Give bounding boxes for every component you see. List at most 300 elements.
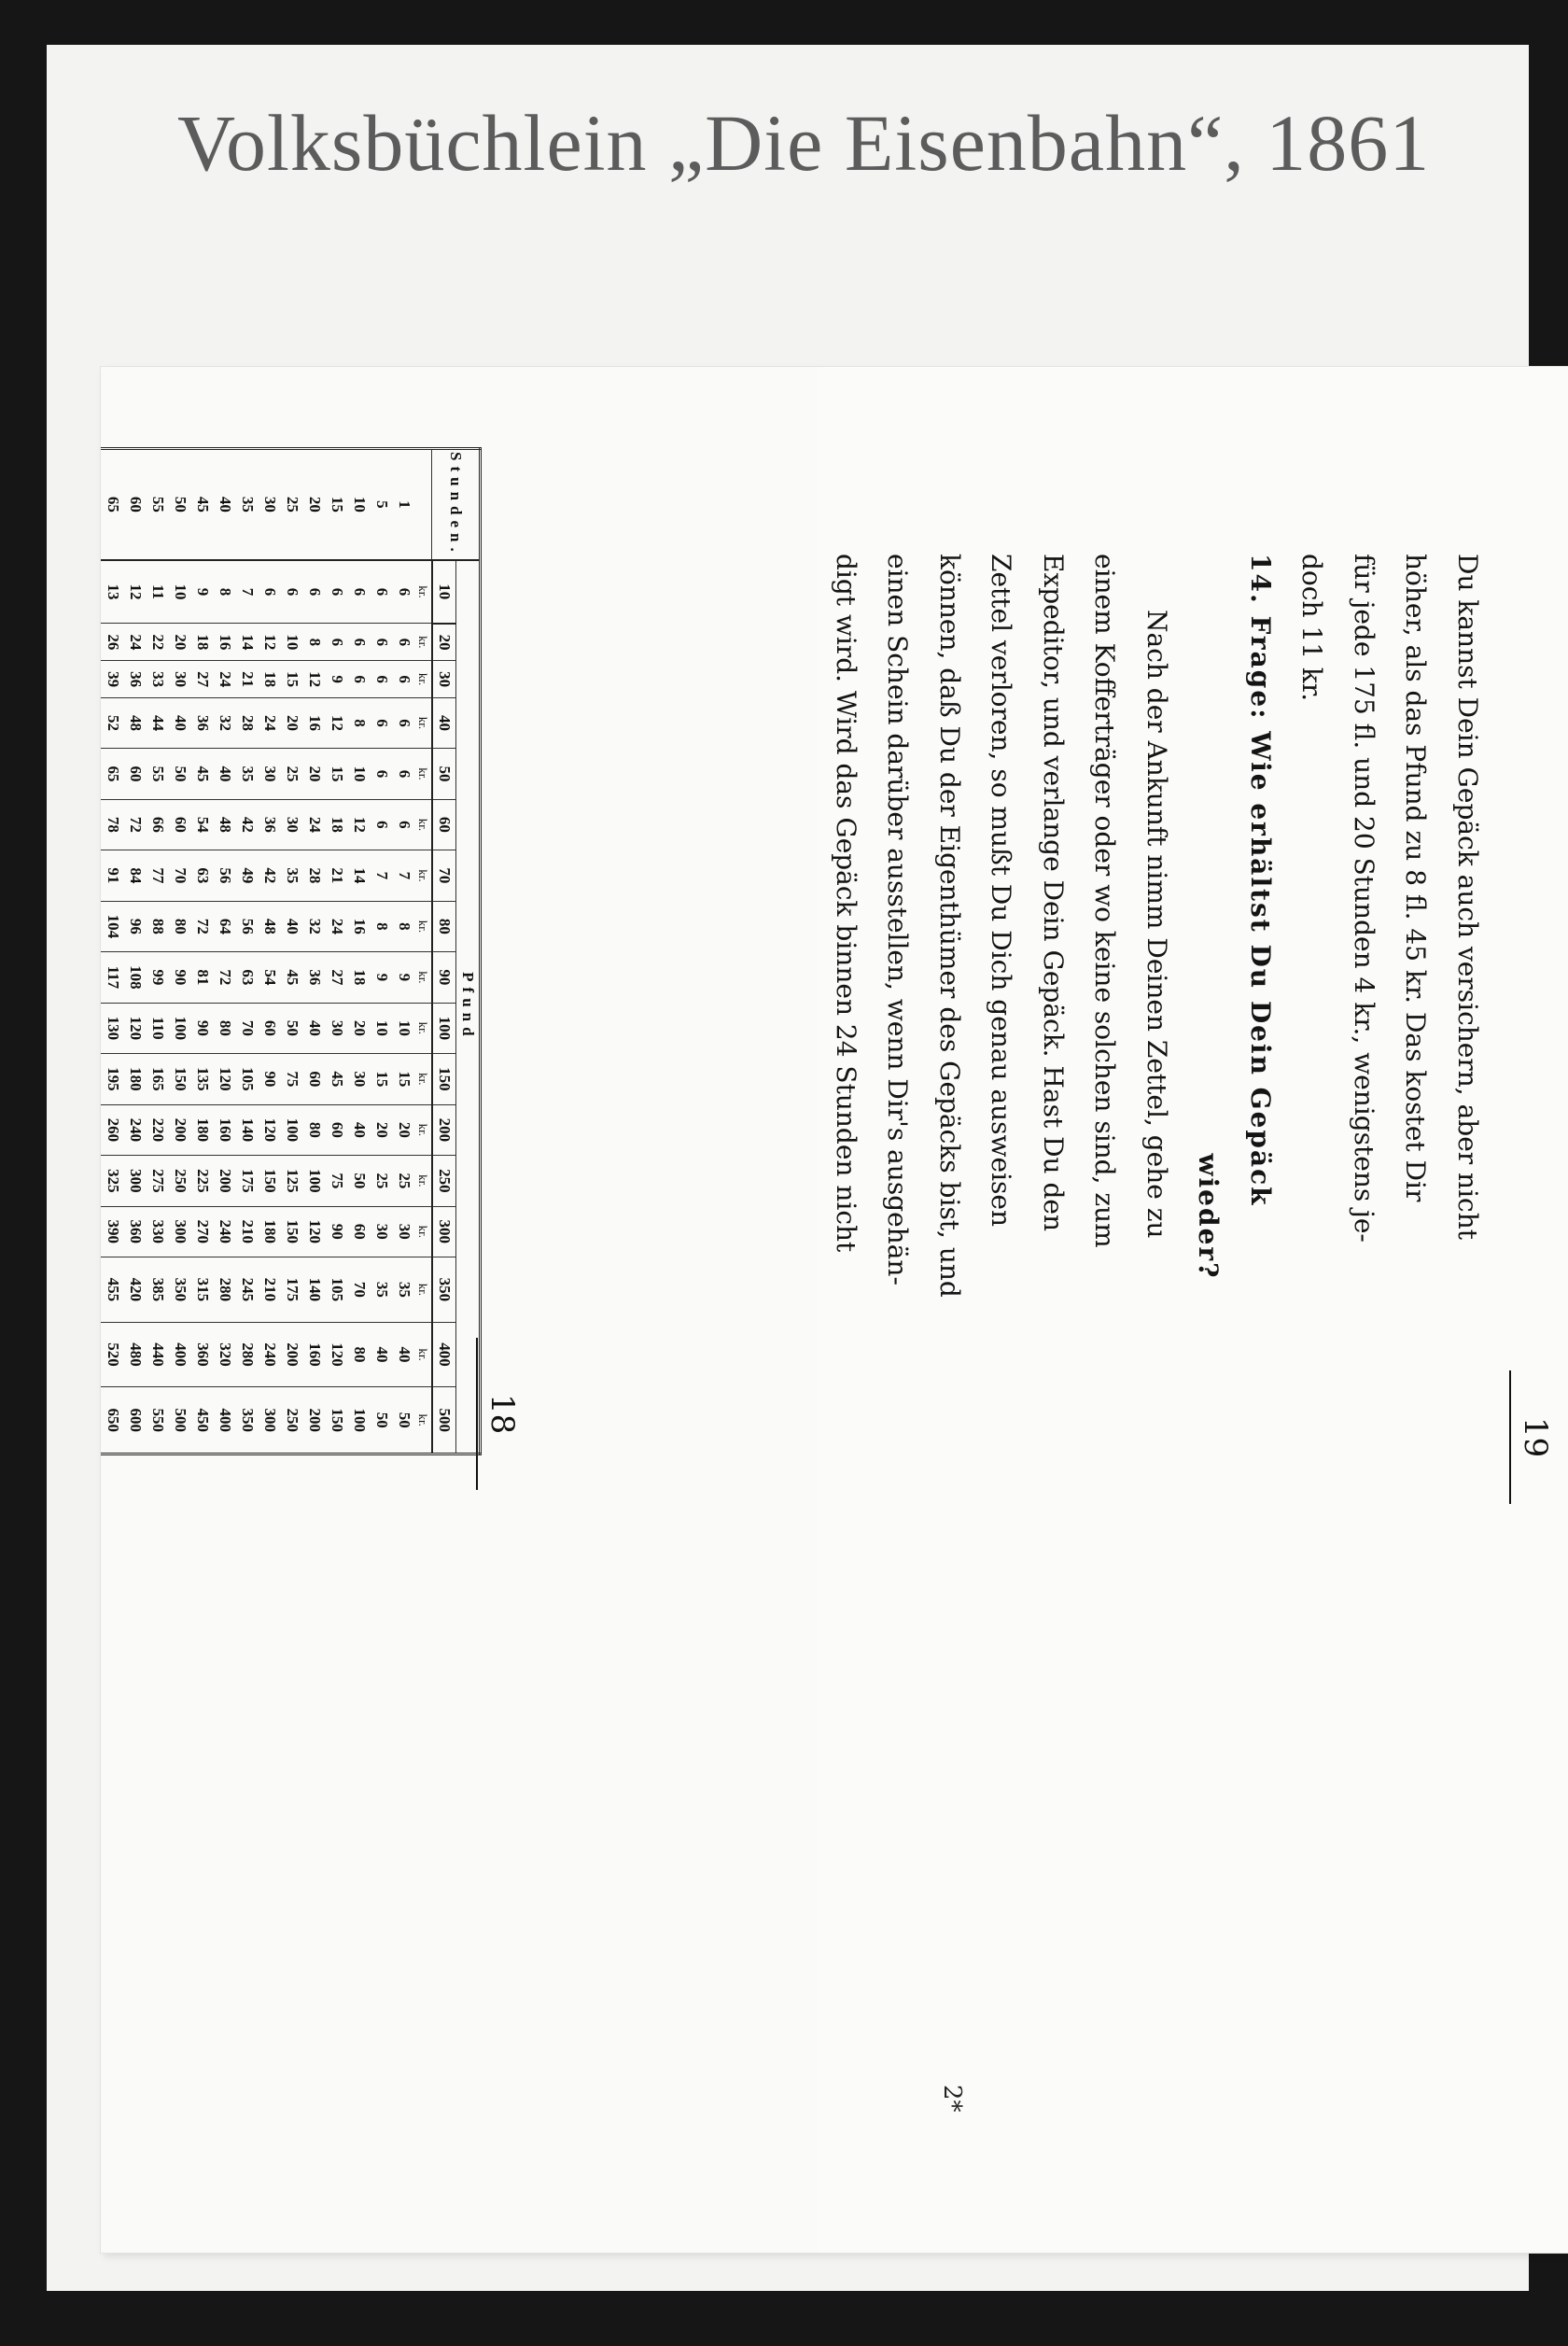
left-page-number: 18 [476, 1338, 521, 1490]
text-line: können, daß Du der Eigenthümer des Gepäcks bist, und [934, 554, 965, 1298]
fee-cell: 20 [281, 697, 303, 748]
fee-cell: 54 [259, 952, 281, 1003]
fee-cell: 24 [259, 697, 281, 748]
fee-cell: 28 [236, 697, 259, 748]
fee-cell: 108 [124, 952, 147, 1003]
fee-cell: 40 [393, 1322, 415, 1387]
table-row [236, 449, 259, 1454]
fee-cell: 6 [348, 624, 371, 661]
fee-cell: 275 [147, 1156, 169, 1206]
fee-cell: 280 [236, 1322, 259, 1387]
fee-cell [101, 1257, 102, 1323]
fee-cell: 90 [326, 1206, 348, 1257]
fee-cell: 440 [147, 1322, 169, 1387]
right-page-number: 19 [1509, 1370, 1554, 1504]
fee-cell: 6 [371, 749, 393, 799]
fee-cell: 6 [371, 624, 393, 661]
fee-cell: 100 [303, 1156, 326, 1206]
fee-cell: 12 [124, 560, 147, 624]
fee-cell: 10 [371, 1003, 393, 1053]
fee-cell: 24 [214, 661, 236, 697]
fee-cell: 320 [214, 1322, 236, 1387]
fee-cell: 36 [259, 799, 281, 850]
weight-column-header: 30 [432, 661, 456, 697]
fee-cell: 130 [102, 1003, 124, 1053]
hours-cell: 1 [393, 449, 415, 560]
hours-cell: 10 [348, 449, 371, 560]
unit-label: kr. [415, 1257, 432, 1323]
weight-column-header: 40 [432, 697, 456, 748]
row-header-label: Stunden. [432, 449, 481, 560]
book-spread [101, 367, 1568, 2253]
weight-column-header: 50 [432, 749, 456, 799]
fee-cell: 245 [236, 1257, 259, 1323]
text-line: Nach der Ankunft nimm Deinen Zettel, gehe zu [1141, 610, 1172, 1239]
text-line: digt wird. Wird das Gepäck binnen 24 Stunden nicht [831, 554, 861, 1253]
fee-cell: 150 [281, 1206, 303, 1257]
fee-cell: 44 [147, 697, 169, 748]
fee-cell: 16 [348, 901, 371, 951]
fee-cell: 6 [371, 560, 393, 624]
text-line: Zettel verloren, so mußt Du Dich genau ausweisen [986, 554, 1017, 1228]
fee-cell: 30 [169, 661, 191, 697]
fee-cell: 8 [348, 697, 371, 748]
fee-cell: 72 [191, 901, 214, 951]
fee-cell: 80 [303, 1104, 326, 1155]
fee-cell: 6 [348, 661, 371, 697]
fee-cell: 30 [326, 1003, 348, 1053]
weight-column-header: 10 [432, 560, 456, 624]
fee-cell: 33 [147, 661, 169, 697]
table-row [371, 449, 393, 1454]
fee-cell: 12 [326, 697, 348, 748]
fee-cell: 6 [303, 560, 326, 624]
fee-cell: 110 [147, 1003, 169, 1053]
fee-cell: 105 [236, 1054, 259, 1104]
fee-cell: 315 [191, 1257, 214, 1323]
fee-cell: 64 [214, 901, 236, 951]
fee-cell: 7 [393, 850, 415, 901]
unit-label: kr. [415, 697, 432, 748]
fee-cell: 300 [124, 1156, 147, 1206]
table-row [303, 449, 326, 1454]
fee-cell: 20 [348, 1003, 371, 1053]
fee-cell [101, 1104, 102, 1155]
fee-cell: 350 [169, 1257, 191, 1323]
fee-cell: 21 [326, 850, 348, 901]
fee-cell: 200 [281, 1322, 303, 1387]
fee-cell: 175 [281, 1257, 303, 1323]
right-page [818, 367, 1568, 2253]
fee-cell: 9 [326, 661, 348, 697]
group-header: Pfund [456, 560, 481, 1454]
fee-cell: 15 [371, 1054, 393, 1104]
fee-cell: 90 [169, 952, 191, 1003]
fee-cell: 160 [303, 1322, 326, 1387]
weight-column-header: 90 [432, 952, 456, 1003]
fee-cell: 180 [259, 1206, 281, 1257]
fee-cell: 8 [371, 901, 393, 951]
fee-cell: 6 [393, 624, 415, 661]
fee-cell: 20 [303, 749, 326, 799]
fee-cell: 135 [191, 1054, 214, 1104]
fee-cell: 50 [281, 1003, 303, 1053]
hours-cell: 35 [236, 449, 259, 560]
fee-cell: 455 [102, 1257, 124, 1323]
text-line: für jede 175 fl. und 20 Stunden 4 kr., wenigstens je- [1349, 554, 1379, 1243]
fee-cell: 16 [303, 697, 326, 748]
fee-cell: 91 [102, 850, 124, 901]
fee-cell: 48 [214, 799, 236, 850]
fee-cell: 24 [303, 799, 326, 850]
fee-cell: 13 [102, 560, 124, 624]
fee-cell: 99 [147, 952, 169, 1003]
fee-cell: 104 [102, 901, 124, 951]
fee-cell: 18 [259, 661, 281, 697]
table-row [326, 449, 348, 1454]
fee-cell: 56 [214, 850, 236, 901]
fee-cell: 18 [326, 799, 348, 850]
weight-column-header: 300 [432, 1206, 456, 1257]
fee-cell: 600 [124, 1387, 147, 1454]
fee-cell: 40 [169, 697, 191, 748]
question-14-heading: 14. Frage: Wie erhältst Du Dein Gepäck [1245, 554, 1276, 1207]
fee-cell: 70 [348, 1257, 371, 1323]
fee-cell: 27 [326, 952, 348, 1003]
fee-cell: 8 [303, 624, 326, 661]
fee-cell: 165 [147, 1054, 169, 1104]
fee-cell: 120 [214, 1054, 236, 1104]
table-row [102, 449, 124, 1454]
hours-cell: 30 [259, 449, 281, 560]
unit-label: kr. [415, 749, 432, 799]
rate-table-body [101, 449, 432, 1454]
fee-cell: 150 [259, 1156, 281, 1206]
unit-label: kr. [415, 1322, 432, 1387]
weight-column-header: 20 [432, 624, 456, 661]
fee-cell: 450 [191, 1387, 214, 1454]
fee-cell: 60 [326, 1104, 348, 1155]
fee-cell: 22 [147, 624, 169, 661]
fee-cell: 56 [236, 901, 259, 951]
fee-cell: 18 [191, 624, 214, 661]
fee-cell: 14 [236, 624, 259, 661]
fee-cell: 9 [191, 560, 214, 624]
fee-cell: 180 [124, 1054, 147, 1104]
fee-cell: 15 [281, 661, 303, 697]
unit-label: kr. [415, 1156, 432, 1206]
fee-cell: 80 [214, 1003, 236, 1053]
fee-cell: 400 [214, 1387, 236, 1454]
fee-cell: 48 [259, 901, 281, 951]
fee-cell: 40 [371, 1322, 393, 1387]
fee-cell: 120 [124, 1003, 147, 1053]
fee-cell: 60 [169, 799, 191, 850]
fee-cell: 52 [102, 697, 124, 748]
fee-cell: 117 [102, 952, 124, 1003]
weight-column-header: 250 [432, 1156, 456, 1206]
hours-cell: 50 [169, 449, 191, 560]
signature-mark: 2* [938, 2085, 966, 2113]
text-line: einem Kofferträger oder wo keine solchen sind, zum [1089, 554, 1121, 1248]
fee-cell: 78 [102, 799, 124, 850]
fee-cell: 45 [191, 749, 214, 799]
hours-cell: 60 [124, 449, 147, 560]
weight-column-header: 60 [432, 799, 456, 850]
fee-cell: 40 [281, 901, 303, 951]
unit-row-spacer [415, 449, 432, 560]
fee-cell: 81 [191, 952, 214, 1003]
table-row [214, 449, 236, 1454]
fee-cell: 6 [393, 661, 415, 697]
fee-cell: 45 [281, 952, 303, 1003]
fee-cell: 6 [326, 624, 348, 661]
fee-cell: 66 [147, 799, 169, 850]
fee-cell: 225 [191, 1156, 214, 1206]
fee-cell: 350 [236, 1387, 259, 1454]
fee-cell: 360 [124, 1206, 147, 1257]
fee-cell: 195 [102, 1054, 124, 1104]
unit-label: kr. [415, 560, 432, 624]
fee-cell: 140 [303, 1257, 326, 1323]
table-row [393, 449, 415, 1454]
fee-cell: 20 [371, 1104, 393, 1155]
text-line: einen Schein darüber ausstellen, wenn Dir's ausgehän- [882, 554, 914, 1285]
fee-cell: 40 [214, 749, 236, 799]
unit-label: kr. [415, 1206, 432, 1257]
fee-cell: 10 [281, 624, 303, 661]
unit-label: kr. [415, 1054, 432, 1104]
fee-cell: 30 [348, 1054, 371, 1104]
fee-cell: 60 [348, 1206, 371, 1257]
fee-cell: 180 [191, 1104, 214, 1155]
hours-cell: 20 [303, 449, 326, 560]
left-page [101, 367, 819, 2253]
fee-cell: 12 [303, 661, 326, 697]
fee-cell: 35 [281, 850, 303, 901]
fee-cell: 6 [348, 560, 371, 624]
fee-cell: 63 [236, 952, 259, 1003]
fee-cell: 24 [124, 624, 147, 661]
hours-cell: 55 [147, 449, 169, 560]
fee-cell: 96 [124, 901, 147, 951]
unit-label: kr. [415, 1003, 432, 1053]
fee-cell: 60 [259, 1003, 281, 1053]
fee-cell: 7 [236, 560, 259, 624]
fee-cell [101, 749, 102, 799]
hours-cell: 5 [371, 449, 393, 560]
fee-cell: 35 [393, 1257, 415, 1323]
fee-cell: 120 [326, 1322, 348, 1387]
fee-cell: 210 [236, 1206, 259, 1257]
fee-cell [101, 1054, 102, 1104]
fee-cell: 6 [259, 560, 281, 624]
fee-cell [101, 799, 102, 850]
fee-cell: 12 [348, 799, 371, 850]
fee-cell: 240 [214, 1206, 236, 1257]
fee-cell: 480 [124, 1322, 147, 1387]
table-row [124, 449, 147, 1454]
fee-cell: 63 [191, 850, 214, 901]
hours-cell [101, 449, 102, 560]
fee-cell: 420 [124, 1257, 147, 1323]
fee-cell: 270 [191, 1206, 214, 1257]
fee-cell: 14 [348, 850, 371, 901]
text-line: höher, als das Pfund zu 8 fl. 45 kr. Das kostet Dir [1400, 554, 1432, 1202]
fee-cell: 6 [326, 560, 348, 624]
fee-cell: 84 [124, 850, 147, 901]
fee-cell: 60 [124, 749, 147, 799]
fee-cell: 6 [281, 560, 303, 624]
weight-column-header: 70 [432, 850, 456, 901]
fee-cell: 120 [303, 1206, 326, 1257]
fee-cell: 325 [102, 1156, 124, 1206]
fee-cell: 50 [371, 1387, 393, 1454]
fee-cell: 500 [169, 1387, 191, 1454]
hours-cell: 45 [191, 449, 214, 560]
fee-cell: 39 [102, 661, 124, 697]
right-page-text [818, 554, 1493, 1879]
fee-cell: 6 [371, 661, 393, 697]
fee-cell: 100 [348, 1387, 371, 1454]
fee-cell [101, 1322, 102, 1387]
fee-cell: 250 [169, 1156, 191, 1206]
table-row [147, 449, 169, 1454]
fee-cell: 210 [259, 1257, 281, 1323]
text-line: Du kannst Dein Gepäck auch versichern, aber nicht [1452, 554, 1483, 1241]
fee-cell: 20 [169, 624, 191, 661]
fee-cell: 88 [147, 901, 169, 951]
fee-cell [101, 901, 102, 951]
fee-cell: 8 [214, 560, 236, 624]
fee-cell: 10 [169, 560, 191, 624]
rate-table [101, 447, 482, 1455]
fee-cell: 15 [393, 1054, 415, 1104]
fee-cell: 9 [371, 952, 393, 1003]
unit-label: kr. [415, 901, 432, 951]
fee-cell: 15 [326, 749, 348, 799]
table-row [348, 449, 371, 1454]
fee-cell: 30 [371, 1206, 393, 1257]
fee-cell [101, 952, 102, 1003]
fee-cell: 390 [102, 1206, 124, 1257]
fee-cell: 42 [259, 850, 281, 901]
fee-cell: 10 [348, 749, 371, 799]
fee-cell: 36 [124, 661, 147, 697]
fee-cell: 54 [191, 799, 214, 850]
fee-cell: 385 [147, 1257, 169, 1323]
fee-cell: 100 [169, 1003, 191, 1053]
fee-cell: 42 [236, 799, 259, 850]
fee-cell: 80 [169, 901, 191, 951]
fee-cell: 16 [214, 624, 236, 661]
fee-cell: 400 [169, 1322, 191, 1387]
fee-cell: 175 [236, 1156, 259, 1206]
fee-cell: 25 [393, 1156, 415, 1206]
left-page-rotated-content [101, 367, 818, 2253]
fee-cell: 11 [147, 560, 169, 624]
fee-cell: 50 [348, 1156, 371, 1206]
fee-cell: 6 [393, 799, 415, 850]
weight-column-header: 100 [432, 1003, 456, 1053]
unit-label: kr. [415, 850, 432, 901]
fee-cell: 300 [169, 1206, 191, 1257]
fee-cell: 240 [124, 1104, 147, 1155]
hours-cell: 65 [102, 449, 124, 560]
fee-cell: 24 [326, 901, 348, 951]
fee-cell: 48 [124, 697, 147, 748]
fee-cell: 90 [191, 1003, 214, 1053]
fee-cell: 160 [214, 1104, 236, 1155]
table-row [191, 449, 214, 1454]
fee-cell: 18 [348, 952, 371, 1003]
fee-cell: 200 [214, 1156, 236, 1206]
fee-cell: 36 [191, 697, 214, 748]
fee-cell: 140 [236, 1104, 259, 1155]
fee-cell: 75 [281, 1054, 303, 1104]
fee-cell: 45 [326, 1054, 348, 1104]
fee-cell: 150 [169, 1054, 191, 1104]
fee-cell: 105 [326, 1257, 348, 1323]
fee-cell [101, 1387, 102, 1454]
fee-cell: 280 [214, 1257, 236, 1323]
fee-cell: 220 [147, 1104, 169, 1155]
fee-cell: 6 [393, 560, 415, 624]
unit-label: kr. [415, 661, 432, 697]
fee-cell: 30 [393, 1206, 415, 1257]
fee-cell: 50 [393, 1387, 415, 1454]
fee-cell: 25 [371, 1156, 393, 1206]
fee-cell: 26 [102, 624, 124, 661]
table-row [169, 449, 191, 1454]
weight-column-header: 500 [432, 1387, 456, 1454]
fee-cell [101, 850, 102, 901]
fee-cell: 200 [303, 1387, 326, 1454]
text-line: Expeditor, und verlange Dein Gepäck. Hast Du den [1038, 554, 1069, 1232]
fee-cell: 70 [169, 850, 191, 901]
album-page [47, 45, 1554, 2291]
hours-cell: 15 [326, 449, 348, 560]
fee-cell: 6 [371, 799, 393, 850]
fee-cell: 40 [303, 1003, 326, 1053]
fee-cell: 10 [393, 1003, 415, 1053]
fee-cell: 100 [281, 1104, 303, 1155]
fee-cell: 65 [102, 749, 124, 799]
fee-cell: 330 [147, 1206, 169, 1257]
fee-cell [101, 560, 102, 624]
fee-cell: 650 [102, 1387, 124, 1454]
unit-row [415, 449, 432, 1454]
fee-cell: 21 [236, 661, 259, 697]
unit-label: kr. [415, 952, 432, 1003]
fee-cell: 6 [393, 697, 415, 748]
fee-cell: 260 [102, 1104, 124, 1155]
page-title: Volksbüchlein „Die Eisenbahn“, 1861 [177, 98, 1431, 188]
fee-cell: 9 [393, 952, 415, 1003]
fee-cell: 520 [102, 1322, 124, 1387]
fee-cell: 55 [147, 749, 169, 799]
fee-cell: 30 [259, 749, 281, 799]
weight-column-header: 400 [432, 1322, 456, 1387]
fee-cell: 550 [147, 1387, 169, 1454]
fee-cell [101, 1156, 102, 1206]
weight-column-header: 200 [432, 1104, 456, 1155]
table-row [259, 449, 281, 1454]
text-line: doch 11 kr. [1296, 554, 1328, 702]
fee-cell: 60 [303, 1054, 326, 1104]
fee-cell: 28 [303, 850, 326, 901]
table-row [101, 449, 102, 1454]
